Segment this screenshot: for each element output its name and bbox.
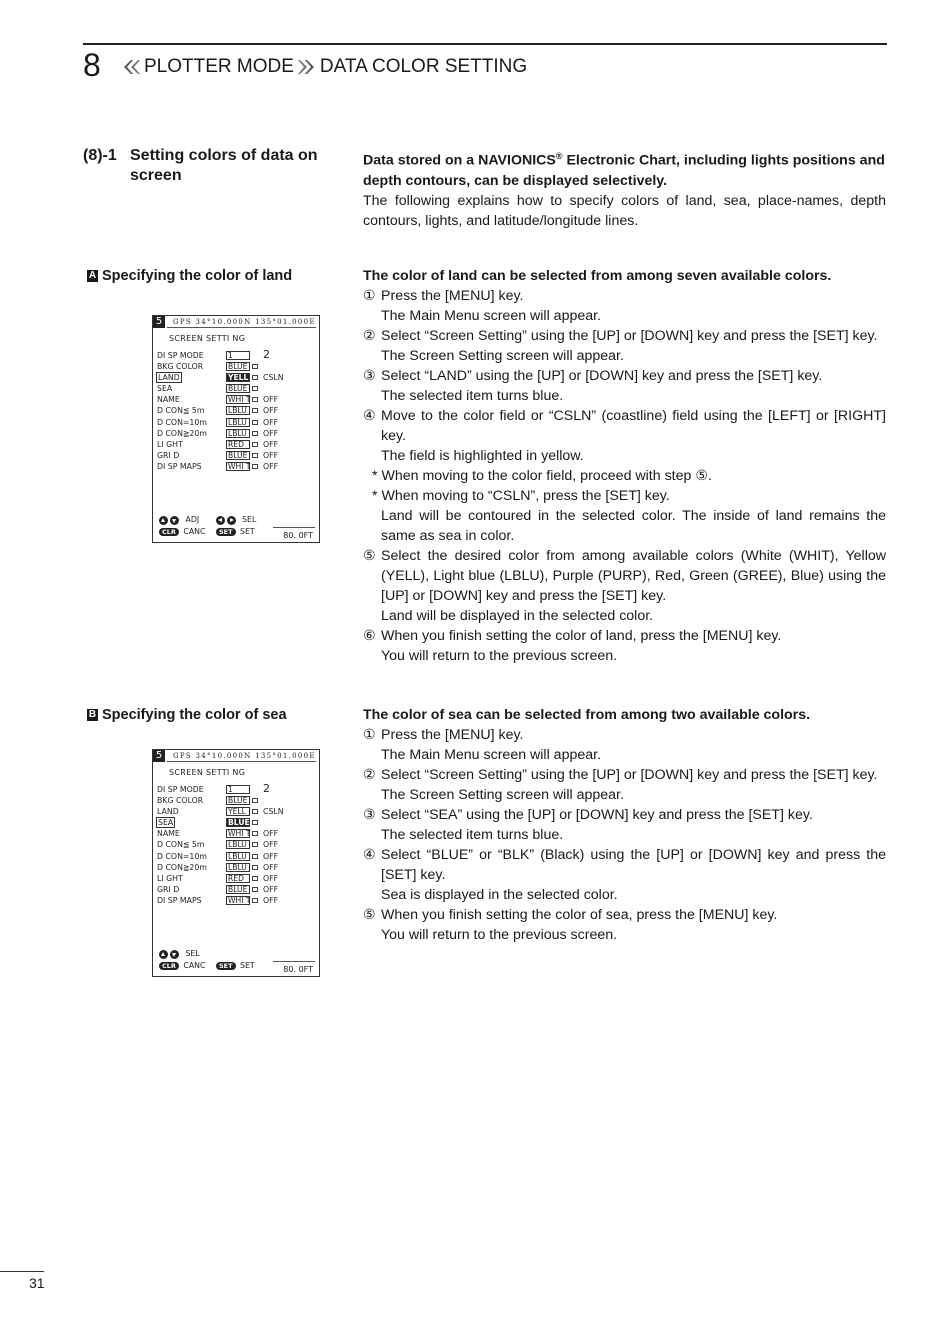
- intro-bold: Data stored on a NAVIONICS® Electronic Chart, including lights positions and depth contours, can be displayed selectively.: [363, 151, 885, 189]
- setting-row: [157, 806, 317, 817]
- setting-value: 1: [226, 351, 250, 360]
- setting-row: [157, 428, 317, 439]
- setting-row: [157, 828, 317, 839]
- setting-row: [157, 372, 317, 383]
- footer-rule: [0, 1271, 44, 1272]
- step-note: The Main Menu screen will appear.: [381, 308, 602, 324]
- color-swatch: [252, 375, 258, 380]
- color-swatch: [252, 842, 258, 847]
- setting-label: LI GHT: [157, 439, 183, 449]
- step-note: The Screen Setting screen will appear.: [381, 787, 624, 803]
- setting-value: LBLU: [226, 840, 250, 849]
- step-text: Select “SEA” using the [UP] or [DOWN] key and press the [SET] key.: [381, 807, 813, 823]
- setting-value: WHI T: [228, 461, 251, 471]
- setting-value: BLUE: [226, 885, 250, 894]
- color-swatch: [252, 820, 258, 825]
- part-b-instructions: [363, 705, 886, 945]
- setting-label: D CON≧20m: [157, 428, 207, 438]
- setting-extra: OFF: [263, 439, 279, 449]
- up-key-icon: [159, 950, 168, 959]
- part-b-heading: [87, 705, 287, 725]
- color-swatch: [252, 442, 258, 447]
- step-number: ⑥: [363, 628, 376, 644]
- step-note: You will return to the previous screen.: [381, 927, 618, 943]
- part-a-letter: A: [88, 270, 97, 281]
- color-swatch: [252, 798, 258, 803]
- setting-label: GRI D: [157, 450, 180, 460]
- step-note: The Main Menu screen will appear.: [381, 747, 602, 763]
- part-b-lead: The color of sea can be selected from among two available colors.: [363, 707, 811, 723]
- setting-extra: 2: [263, 782, 270, 795]
- setting-label: DI SP MODE: [157, 785, 204, 794]
- intro-text: The following explains how to specify colors of land, sea, place-names, depth contours, lights, and latitude/longitude lines.: [363, 192, 886, 229]
- step-note: The field is highlighted in yellow.: [381, 448, 584, 464]
- setting-rows: [157, 784, 317, 906]
- star-note: * When moving to the color field, proceed with step ⑤.: [372, 468, 712, 484]
- instruction-step: [363, 286, 886, 306]
- step-note: The Screen Setting screen will appear.: [381, 348, 624, 364]
- right-key-icon: [227, 516, 236, 525]
- color-swatch: [252, 464, 258, 469]
- setting-extra: OFF: [263, 395, 279, 405]
- instruction-step: [363, 905, 886, 925]
- step-note: Sea is displayed in the selected color.: [381, 887, 618, 903]
- step-text: Press the [MENU] key.: [381, 288, 524, 304]
- set-key-icon: SET: [216, 962, 236, 970]
- setting-label: NAME: [157, 395, 180, 405]
- setting-extra: OFF: [263, 450, 279, 460]
- setting-label: NAME: [157, 829, 180, 839]
- setting-row: [157, 862, 317, 873]
- setting-rows: [157, 350, 317, 472]
- setting-row: [157, 795, 317, 806]
- setting-extra: OFF: [263, 417, 279, 427]
- legend-sel: SEL: [242, 515, 257, 524]
- instruction-step: [363, 845, 886, 885]
- depth-readout: 80. 0FT: [283, 531, 313, 540]
- screen-index: 5: [153, 750, 165, 762]
- setting-value: LBLU: [226, 863, 250, 872]
- setting-extra: OFF: [263, 829, 279, 839]
- setting-row: [157, 884, 317, 895]
- key-legend-row1: [159, 948, 200, 959]
- setting-value: YELL: [226, 807, 250, 816]
- legend-adj: ADJ: [185, 515, 200, 524]
- setting-row: [157, 394, 317, 405]
- depth-rule: [273, 961, 315, 962]
- top-rule: [83, 43, 887, 45]
- color-swatch: [252, 898, 258, 903]
- gps-readout: GPS 34°10.000N 135°01.000E: [167, 317, 316, 328]
- setting-value: RED: [226, 440, 250, 449]
- setting-row: [157, 405, 317, 416]
- instruction-step: [363, 725, 886, 745]
- setting-label: SEA: [157, 384, 173, 394]
- setting-row: [157, 839, 317, 850]
- screen-setting-display-land: [152, 315, 320, 543]
- setting-row: [157, 361, 317, 372]
- setting-label: D CON=10m: [157, 851, 207, 861]
- step-number: ③: [363, 368, 376, 384]
- breadcrumb-section: PLOTTER MODE: [144, 56, 294, 77]
- step-text: When you finish setting the color of sea, press the [MENU] key.: [381, 907, 778, 923]
- step-number: ①: [363, 288, 376, 304]
- setting-label: D CON≦ 5m: [157, 840, 205, 850]
- instruction-step: [363, 626, 886, 646]
- clr-key-icon: CLR: [159, 962, 179, 970]
- step-text: Press the [MENU] key.: [381, 727, 524, 743]
- setting-label: DI SP MAPS: [157, 895, 202, 905]
- color-swatch: [252, 408, 258, 413]
- setting-label: LI GHT: [157, 873, 183, 883]
- setting-extra: OFF: [263, 461, 279, 471]
- setting-value: LBLU: [226, 406, 250, 415]
- legend-sel: SEL: [185, 949, 200, 958]
- down-key-icon: [170, 516, 179, 525]
- setting-value: RED: [226, 874, 250, 883]
- gps-readout: GPS 34°10.000N 135°01.000E: [167, 751, 316, 762]
- legend-set: SET: [240, 527, 255, 536]
- step-text: Select “Screen Setting” using the [UP] or [DOWN] key and press the [SET] key.: [381, 328, 878, 344]
- clr-key-icon: CLR: [159, 528, 179, 536]
- depth-rule: [273, 527, 315, 528]
- step-number: ③: [363, 807, 376, 823]
- double-chevron-right-icon: [298, 58, 316, 76]
- screen-title: SCREEN SETTI NG: [169, 768, 246, 777]
- instruction-step: [363, 765, 886, 785]
- setting-value: BLUE: [226, 796, 250, 805]
- step-number: ④: [363, 408, 376, 424]
- color-swatch: [252, 386, 258, 391]
- setting-label: D CON≧20m: [157, 862, 207, 872]
- part-a-instructions: [363, 266, 886, 666]
- section-intro: [363, 146, 886, 231]
- part-a-heading: [87, 266, 292, 286]
- legend-canc: CANC: [183, 527, 206, 536]
- setting-row: [157, 873, 317, 884]
- setting-extra: OFF: [263, 851, 279, 861]
- instruction-step: [363, 805, 886, 825]
- legend-set: SET: [240, 961, 255, 970]
- setting-extra: OFF: [263, 406, 279, 416]
- down-key-icon: [170, 950, 179, 959]
- step-text: When you finish setting the color of land, press the [MENU] key.: [381, 628, 782, 644]
- setting-label: DI SP MODE: [157, 351, 204, 360]
- setting-label: D CON≦ 5m: [157, 406, 205, 416]
- screen-index: 5: [153, 316, 165, 328]
- setting-label: GRI D: [157, 884, 180, 894]
- color-swatch: [252, 364, 258, 369]
- setting-label: LAND: [158, 373, 180, 383]
- setting-row: [157, 417, 317, 428]
- color-swatch: [252, 831, 258, 836]
- setting-extra: OFF: [263, 873, 279, 883]
- chapter-breadcrumb: [122, 55, 527, 79]
- section-number: (8)-1: [83, 147, 117, 164]
- setting-extra: CSLN: [263, 807, 284, 817]
- step-number: ④: [363, 847, 376, 863]
- setting-label: D CON=10m: [157, 417, 207, 427]
- color-swatch: [252, 453, 258, 458]
- key-legend-row1: [159, 514, 256, 525]
- screen-setting-display-sea: [152, 749, 320, 977]
- setting-extra: OFF: [263, 895, 279, 905]
- step-number: ②: [363, 328, 376, 344]
- setting-value: WHI T: [228, 895, 251, 905]
- part-b-letter: B: [88, 709, 97, 720]
- setting-value: BLUE: [226, 384, 250, 393]
- up-key-icon: [159, 516, 168, 525]
- setting-value: LBLU: [226, 852, 250, 861]
- instruction-step: [363, 546, 886, 606]
- setting-label: BKG COLOR: [157, 362, 204, 372]
- step-note: Land will be contoured in the selected color. The inside of land remains the same as sea in color.: [381, 508, 886, 544]
- step-text: Select “BLUE” or “BLK” (Black) using the [UP] or [DOWN] key and press the [SET] key.: [381, 847, 886, 883]
- step-text: Select the desired color from among available colors (White (WHIT), Yellow (YELL), Light blue (LBLU), Purple (PURP), Red, Green (GREE), Blue) using the [UP] or [DOWN] key and press the [SET] key.: [381, 548, 886, 604]
- step-note: The selected item turns blue.: [381, 388, 564, 404]
- part-a-title: Specifying the color of land: [102, 268, 293, 284]
- double-chevron-left-icon: [122, 58, 140, 76]
- breadcrumb-page: DATA COLOR SETTING: [319, 56, 528, 77]
- part-a-lead: The color of land can be selected from among seven available colors.: [363, 268, 832, 284]
- step-text: Select “Screen Setting” using the [UP] or [DOWN] key and press the [SET] key.: [381, 767, 878, 783]
- step-number: ⑤: [363, 907, 376, 923]
- setting-extra: OFF: [263, 884, 279, 894]
- setting-row: [157, 439, 317, 450]
- depth-readout: 80. 0FT: [283, 965, 313, 974]
- color-swatch: [252, 865, 258, 870]
- key-legend-row2: [159, 960, 255, 971]
- setting-row: [157, 817, 317, 828]
- page-number: 31: [29, 1275, 45, 1291]
- setting-value: YELL: [228, 373, 249, 383]
- setting-value: BLUE: [228, 818, 250, 828]
- part-b-title: Specifying the color of sea: [102, 707, 287, 723]
- setting-value: LBLU: [226, 418, 250, 427]
- star-note: * When moving to “CSLN”, press the [SET] key.: [372, 488, 670, 504]
- chapter-number: 8: [83, 47, 101, 83]
- setting-row: [157, 350, 317, 361]
- section-title: Setting colors of data on screen: [130, 147, 318, 184]
- color-swatch: [252, 397, 258, 402]
- setting-value: WHI T: [228, 829, 251, 839]
- instruction-step: [363, 366, 886, 386]
- section-heading: [83, 146, 338, 186]
- setting-row: [157, 450, 317, 461]
- legend-canc: CANC: [183, 961, 206, 970]
- setting-label: SEA: [158, 818, 174, 828]
- set-key-icon: SET: [216, 528, 236, 536]
- setting-value: 1: [226, 785, 250, 794]
- setting-value: WHI T: [228, 395, 251, 405]
- step-text: Move to the color field or “CSLN” (coastline) field using the [LEFT] or [RIGHT] key.: [381, 408, 886, 444]
- screen-title: SCREEN SETTI NG: [169, 334, 246, 343]
- setting-label: DI SP MAPS: [157, 461, 202, 471]
- instruction-step: [363, 326, 886, 346]
- setting-row: [157, 784, 317, 795]
- step-number: ②: [363, 767, 376, 783]
- color-swatch: [252, 809, 258, 814]
- setting-value: BLUE: [226, 451, 250, 460]
- step-text: Select “LAND” using the [UP] or [DOWN] key and press the [SET] key.: [381, 368, 823, 384]
- setting-label: LAND: [157, 807, 179, 817]
- key-legend-row2: [159, 526, 255, 537]
- step-note: The selected item turns blue.: [381, 827, 564, 843]
- step-number: ⑤: [363, 548, 376, 564]
- setting-extra: OFF: [263, 862, 279, 872]
- step-note: You will return to the previous screen.: [381, 648, 618, 664]
- setting-extra: 2: [263, 348, 270, 361]
- color-swatch: [252, 876, 258, 881]
- setting-extra: CSLN: [263, 373, 284, 383]
- step-note: Land will be displayed in the selected color.: [381, 608, 654, 624]
- setting-row: [157, 895, 317, 906]
- setting-row: [157, 461, 317, 472]
- setting-label: BKG COLOR: [157, 796, 204, 806]
- setting-row: [157, 851, 317, 862]
- setting-extra: OFF: [263, 428, 279, 438]
- left-key-icon: [216, 516, 225, 525]
- color-swatch: [252, 420, 258, 425]
- instruction-step: [363, 406, 886, 446]
- color-swatch: [252, 887, 258, 892]
- setting-value: LBLU: [226, 429, 250, 438]
- setting-extra: OFF: [263, 840, 279, 850]
- color-swatch: [252, 431, 258, 436]
- setting-row: [157, 383, 317, 394]
- step-number: ①: [363, 727, 376, 743]
- color-swatch: [252, 854, 258, 859]
- setting-value: BLUE: [226, 362, 250, 371]
